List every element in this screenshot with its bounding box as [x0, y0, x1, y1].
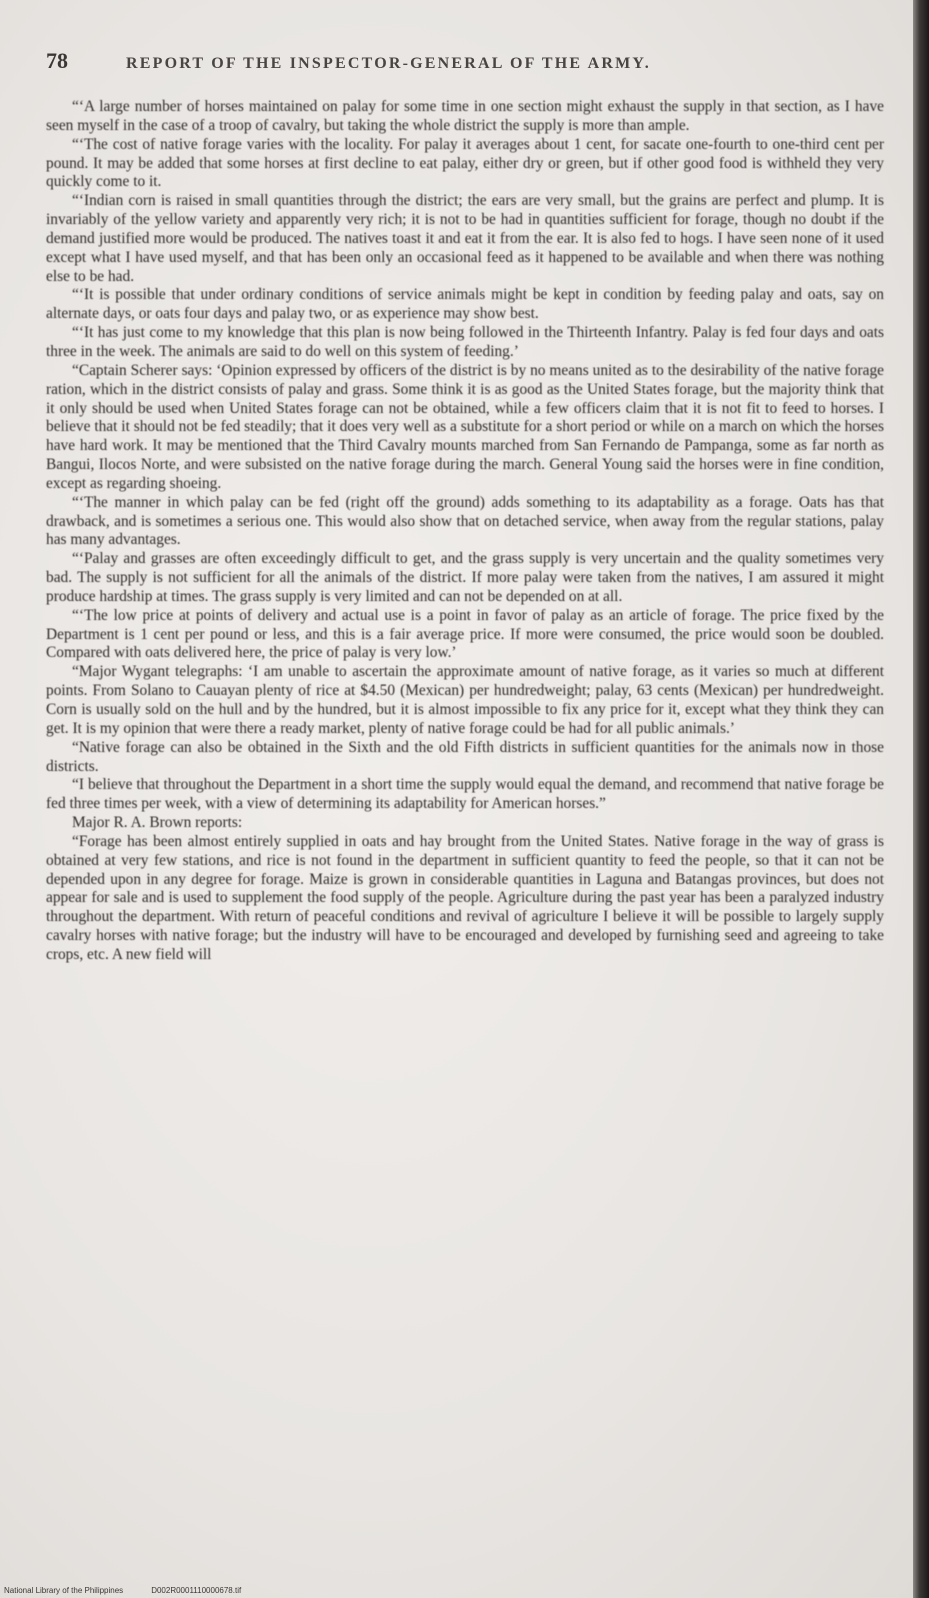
- paragraph: “Native forage can also be obtained in the Sixth and the old Fifth districts in sufficient quantities for the animals now in those districts.: [46, 738, 884, 775]
- paragraph: Major R. A. Brown reports:: [72, 814, 243, 832]
- body-text: [46, 98, 884, 965]
- paragraph: “Forage has been almost entirely supplied in oats and hay brought from the United States. Native forage in the way of grass is obtained at very few stations, and rice is not found in the department in sufficient quantity to feed the people, so that it can not be depended upon in any degree for forage. Maize is grown in considerable quantities in Laguna and Batangas provinces, but does not appear for sale and is used to supplement the food supply of the people. Agriculture during the past year has been a paralyzed industry throughout the department. With return of peaceful conditions and revival of agriculture I believe it will be possible to largely supply cavalry horses with native forage; but the industry will have to be encouraged and developed by furnishing seed and agreeing to take crops, etc. A new field will: [46, 832, 884, 963]
- paragraph: “Captain Scherer says: ‘Opinion expressed by officers of the district is by no means united as to the desirability of the native forage ration, which in the district consists of palay and grass. Some think it is as good as the United States forage, but the majority think that it only should be used when United States forage can not be obtained, while a few officers claim that it is not fit to feed to horses. I believe that it should not be fed steadily; that it does very well as a substitute for a short period or while on a march on which the horses have hard work. It may be mentioned that the Third Cavalry mounts marched from San Fernando de Pampanga, some as far north as Bangui, Ilocos Norte, and were subsisted on the native forage during the march. General Young said the horses were in fine condition, except as regarding shoeing.: [46, 361, 884, 492]
- paragraph: “Major Wygant telegraphs: ‘I am unable to ascertain the approximate amount of native forage, as it varies so much at different points. From Solano to Cauayan plenty of rice at $4.50 (Mexican) per hundredweight; palay, 63 cents (Mexican) per hundredweight. Corn is usually sold on the hull and by the hundred, but it is almost impossible to fix any price for it, except what they think they can get. It is my opinion that were there a ready market, plenty of native forage could be had for all public animals.’: [46, 663, 884, 737]
- footer-library: National Library of the Philippines: [4, 1586, 124, 1595]
- scan-footer: [4, 1586, 241, 1595]
- running-title: REPORT OF THE INSPECTOR-GENERAL OF THE ARMY.: [126, 55, 651, 72]
- paragraph: “‘A large number of horses maintained on palay for some time in one section might exhaust the supply in that section, as I have seen myself in the case of a troop of cavalry, but taking the whole district the supply is more than ample.: [46, 98, 884, 134]
- page-number: 78: [46, 48, 68, 73]
- footer-file-code: D002R0001110000678.tif: [151, 1586, 242, 1595]
- paragraph: “‘Palay and grasses are often exceedingly difficult to get, and the grass supply is very uncertain and the quality sometimes very bad. The supply is not sufficient for all the animals of the district. If more palay were taken from the natives, I am assured it might produce hardship at times. The grass supply is very limited and can not be depended on at all.: [46, 550, 884, 605]
- paragraph: “‘The manner in which palay can be fed (right off the ground) adds something to its adaptability as a forage. Oats has that drawback, and is sometimes a serious one. This would also show that on detached service, when away from the regular stations, palay has many advantages.: [46, 493, 884, 549]
- paragraph: “‘It is possible that under ordinary conditions of service animals might be kept in condition by feeding palay and oats, say on alternate days, or oats four days and palay two, or as experience may show best.: [46, 286, 884, 323]
- page-header: [46, 48, 882, 78]
- paragraph: “‘The cost of native forage varies with the locality. For palay it averages about 1 cent, for sacate one-fourth to one-third cent per pound. It may be added that some horses at first decline to eat palay, either dry or green, but if other good food is withheld they very quickly come to it.: [46, 135, 884, 191]
- paragraph: “I believe that throughout the Department in a short time the supply would equal the demand, and recommend that native forage be fed three times per week, with a view of determining its adaptability for American horses.”: [46, 776, 884, 813]
- paragraph: “‘The low price at points of delivery and actual use is a point in favor of palay as an article of forage. The price fixed by the Department is 1 cent per pound or less, and this is a fair average price. If more were consumed, the price would soon be doubled. Compared with oats delivered here, the price of palay is very low.’: [46, 606, 884, 662]
- paragraph: “‘Indian corn is raised in small quantities through the district; the ears are very small, but the grains are perfect and plump. It is invariably of the yellow variety and apparently very rich; it is not to be had in quantities sufficient for forage, though no doubt if the demand justified more would be produced. The natives toast it and eat it from the ear. It is also fed to hogs. I have seen none of it used except what I have used myself, and that has been only an occasional feed as it happened to be available and when there was nothing else to be had.: [46, 192, 884, 285]
- paragraph: “‘It has just come to my knowledge that this plan is now being followed in the Thirteenth Infantry. Palay is fed four days and oats three in the week. The animals are said to do well on this system of feeding.’: [46, 324, 884, 360]
- scan-edge-shadow: [913, 0, 929, 1598]
